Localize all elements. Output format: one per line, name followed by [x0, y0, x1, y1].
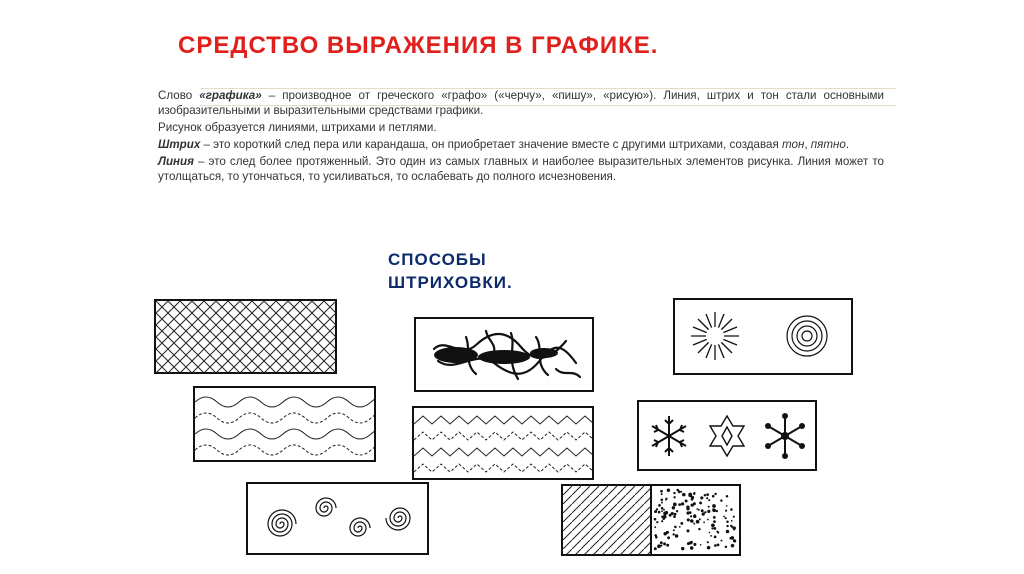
stipple-dot	[733, 539, 736, 542]
stipple-dot	[665, 498, 667, 500]
zigzag-pattern-icon	[414, 408, 592, 478]
stipple-dot	[673, 529, 675, 531]
stipple-dot	[725, 510, 727, 512]
subtitle	[388, 248, 513, 294]
p1-rest: – производное от греческого «графо» («черчу», «пишу», «рисую»). Линия, штрих и тон стали основными изобразительными и выразительными средствами графики.	[158, 89, 884, 117]
stipple-dot	[672, 533, 674, 535]
stipple-dot	[707, 510, 710, 513]
stipple-dot	[693, 523, 695, 525]
p3-end: .	[845, 138, 850, 151]
stipple-dot	[682, 493, 686, 497]
hatch-and-stipple-icon	[563, 486, 739, 554]
stipple-dot	[733, 516, 735, 518]
stipple-dot	[708, 499, 710, 501]
stipple-dot	[726, 505, 728, 507]
stipple-dot	[693, 543, 696, 546]
stipple-dot	[656, 521, 658, 523]
stipple-dot	[663, 542, 666, 545]
stipple-dot	[714, 544, 717, 547]
stipple-dot	[721, 540, 723, 542]
stipple-dot	[710, 535, 712, 537]
stipple-dot	[660, 545, 662, 547]
stipple-dot	[713, 527, 716, 530]
stipple-dot	[717, 544, 720, 547]
stipple-dot	[712, 504, 716, 508]
stipple-dot	[696, 508, 698, 510]
p3-rest: – это короткий след пера или карандаша, он приобретает значение вместе с другими штрихами, создавая	[200, 138, 782, 151]
stipple-dot	[704, 511, 706, 513]
highlight-mark	[200, 88, 896, 106]
stipple-dot	[661, 516, 663, 518]
stipple-dot	[713, 520, 716, 523]
subtitle-line-1: СПОСОБЫ	[388, 250, 487, 269]
stipple-dot	[686, 529, 689, 532]
p1-term: «графика»	[199, 89, 262, 102]
slide-title: СРЕДСТВО ВЫРАЖЕНИЯ В ГРАФИКЕ.	[178, 32, 659, 59]
stipple-dot	[707, 541, 709, 543]
stipple-dot	[731, 520, 733, 522]
stipple-dot	[690, 515, 692, 517]
stipple-dot	[658, 504, 661, 507]
stipple-dot	[667, 488, 670, 491]
stipple-dot	[726, 520, 729, 523]
stipple-dot	[658, 511, 661, 514]
stipple-dot	[687, 518, 690, 521]
stipple-dot	[655, 536, 658, 539]
p1-prefix: Слово	[158, 89, 200, 102]
stipple-dot	[654, 526, 656, 528]
paragraph-2	[158, 120, 884, 135]
stipple-dot	[706, 497, 708, 499]
stipple-dot	[661, 493, 663, 495]
crosshatch-panel	[154, 299, 337, 374]
stipple-dot	[726, 495, 729, 498]
stipple-dot	[708, 506, 710, 508]
stipple-dot	[716, 510, 718, 512]
stipple-dot	[663, 509, 665, 511]
stipple-dot	[686, 511, 689, 514]
stipple-dot	[675, 534, 678, 537]
stipple-dot	[663, 532, 666, 535]
stipple-dot	[725, 517, 727, 519]
stipple-dot	[726, 525, 728, 527]
stipple-dot	[698, 509, 700, 511]
stipple-dot	[686, 507, 689, 510]
stipple-dot	[703, 522, 705, 524]
stipple-dot	[676, 489, 679, 492]
stipple-dot	[712, 508, 714, 510]
stipple-dot	[725, 546, 727, 548]
stipple-dot	[693, 515, 696, 518]
stipple-dot	[673, 492, 675, 494]
starburst-and-rings-icon	[675, 300, 851, 373]
stipple-dot	[673, 496, 675, 498]
ink-blot-panel	[414, 317, 594, 392]
stipple-dot	[656, 508, 658, 510]
stipple-dot	[674, 513, 677, 516]
stipple-dot	[678, 503, 681, 506]
stipple-dot	[691, 503, 694, 506]
stipple-dot	[714, 536, 717, 539]
stipple-dot	[701, 509, 704, 512]
stipple-dot	[654, 547, 657, 550]
stipple-dot	[690, 519, 694, 523]
stipple-dot	[730, 536, 734, 540]
stipple-dot	[698, 528, 700, 530]
stipple-dot	[723, 516, 725, 518]
stipple-dot	[704, 494, 706, 496]
stipple-dot	[660, 498, 663, 501]
stipple-dot	[676, 510, 678, 512]
snowflake-icons	[639, 402, 815, 469]
stipple-dot	[707, 546, 711, 550]
stipple-dot	[681, 502, 684, 505]
stipple-dot	[711, 527, 713, 529]
p3-term: Штрих	[158, 138, 201, 151]
subtitle-line-2: ШТРИХОВКИ.	[388, 273, 513, 292]
snowflakes-panel	[637, 400, 817, 471]
stipple-dot	[699, 501, 702, 504]
stipple-dot	[691, 498, 694, 501]
stipple-dot	[700, 496, 703, 499]
stipple-dot	[733, 529, 735, 531]
stipple-dot	[661, 507, 664, 510]
spirals-panel	[246, 482, 429, 555]
stipple-dot	[731, 544, 735, 548]
stipple-dot	[687, 542, 690, 545]
p3-spot: пятно	[810, 138, 846, 151]
stipple-dot	[693, 493, 695, 495]
scribble-blot-icon	[416, 319, 592, 390]
stipple-dot	[691, 541, 693, 543]
wave-pattern-icon	[195, 388, 374, 460]
stipple-dot	[666, 544, 669, 547]
stipple-dot	[716, 531, 718, 533]
zigzag-lines-panel	[412, 406, 594, 480]
stipple-dot	[707, 519, 709, 521]
stipple-dot	[661, 510, 663, 512]
stipple-dot	[660, 490, 663, 493]
stipple-dot	[690, 546, 694, 550]
stipple-dot	[664, 511, 668, 515]
stipple-dot	[696, 520, 700, 524]
stipple-dot	[712, 495, 715, 498]
stipple-dot	[730, 508, 733, 511]
stipple-dot	[688, 493, 692, 497]
stipple-dot	[661, 520, 663, 522]
stipple-dot	[672, 513, 674, 515]
stipple-dot	[661, 502, 663, 504]
paragraph-4	[158, 154, 884, 184]
spiral-pattern-icon	[248, 484, 427, 553]
stipple-dot	[654, 518, 657, 521]
radial-circles-panel	[673, 298, 853, 375]
stipple-dot	[672, 507, 674, 509]
stipple-dot	[685, 499, 688, 502]
p4-term: Линия	[158, 155, 194, 168]
p4-rest: – это след более протяженный. Это один из самых главных и наиболее выразительных элементов рисунка. Линия может то утолщаться, то утончаться, то усиливаться, то ослабевать до полного исчезновения.	[158, 155, 884, 183]
stipple-dot	[654, 510, 657, 513]
stipple-dot	[657, 544, 661, 548]
stipple-dot	[679, 526, 681, 528]
p2-text: Рисунок образуется линиями, штрихами и петлями.	[158, 121, 437, 134]
paragraph-3	[158, 137, 884, 152]
stipple-dot	[730, 525, 732, 527]
stipple-dot	[699, 518, 701, 520]
body-text	[158, 88, 884, 186]
stipple-dot	[673, 515, 676, 518]
stipple-dot	[711, 523, 715, 527]
stipple-dot	[700, 544, 702, 546]
stipple-dot	[726, 530, 730, 534]
stipple-dot	[709, 532, 711, 534]
diagonal-and-dots-panel	[561, 484, 741, 556]
p3-ton: тон	[781, 138, 805, 151]
stipple-dot	[674, 526, 677, 529]
crosshatch-pattern-icon	[156, 301, 335, 372]
stipple-dot	[714, 493, 716, 495]
stipple-dot	[681, 547, 684, 550]
stipple-dot	[706, 493, 709, 496]
stipple-dot	[667, 536, 670, 539]
stipple-dot	[680, 522, 683, 525]
p3-sep: ,	[804, 138, 811, 151]
stipple-dot	[720, 500, 722, 502]
stipple-dot	[673, 503, 677, 507]
wavy-lines-panel	[193, 386, 376, 462]
stipple-dot	[681, 491, 683, 493]
stipple-dot	[713, 516, 716, 519]
stipple-dot	[660, 541, 663, 544]
